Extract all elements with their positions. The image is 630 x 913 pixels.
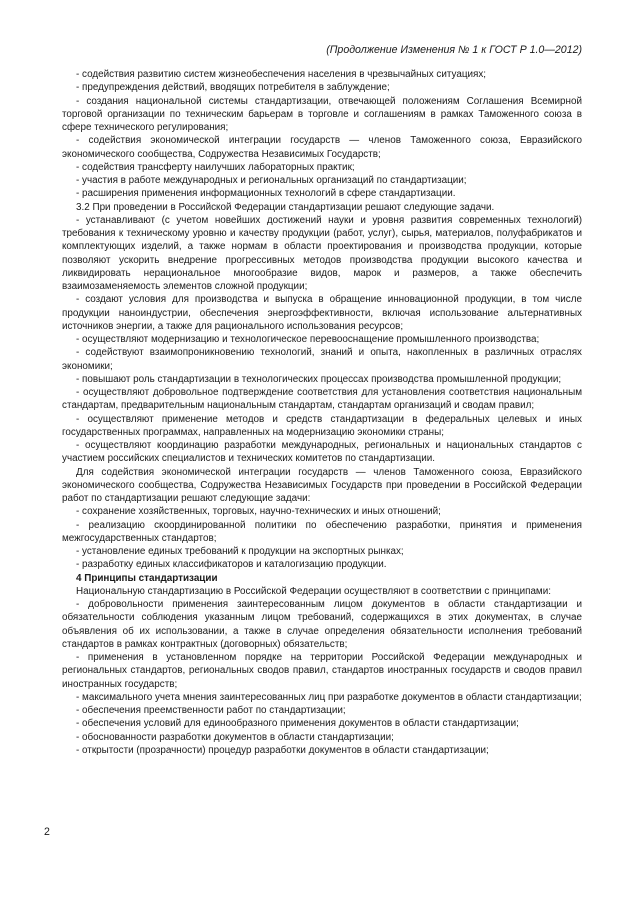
paragraph: - обеспечения условий для единообразного применения документов в области стандартизации; xyxy=(76,718,519,730)
paragraph: - создают условия для производства и выпуска в обращение инновационной продукции, в том числе продукции наноиндустрии, обеспечения энергоэффективности, включая использование альтернативных источников энергии, а также для рационального использования ресурсов; xyxy=(62,294,582,332)
paragraph: - максимального учета мнения заинтересованных лиц при разработке документов в области стандартизации; xyxy=(76,691,582,703)
paragraph: - разработку единых классификаторов и каталогизацию продукции. xyxy=(76,559,387,571)
paragraph: - осуществляют применение методов и средств стандартизации в федеральных целевых и иных государственных программах, направленных на модернизацию экономики страны; xyxy=(62,413,582,438)
paragraph: - содействуют взаимопроникновению технологий, знаний и опыта, накопленных в различных отраслях экономики; xyxy=(62,347,582,372)
paragraph: - создания национальной системы стандартизации, отвечающей положениям Соглашения Всемирной торговой организации по техническим барьерам в торговле и соглашениям в рамках Таможенного союза в сфере технического регулирования; xyxy=(62,95,582,133)
paragraph: - реализацию скоординированной политики по обеспечению разработки, принятия и применения межгосударственных стандартов; xyxy=(62,519,582,544)
paragraph: - устанавливают (с учетом новейших достижений науки и уровня развития современных технологий) требования к техническому уровню и качеству продукции (работ, услуг), сырья, материалов, полуфабрикатов и комплектующих изделий, а также нормам в области проектирования и производства продукции, которые позволяют ускорить внедрение прогрессивных методов производства продукции высокого качества и ликвидировать нерациональное многообразие видов, марок и размеров, а также обеспечить взаимозаменяемость элементов сложной продукции; xyxy=(62,214,582,292)
paragraph: - осуществляют модернизацию и технологическое перевооснащение промышленного производства; xyxy=(76,334,540,345)
paragraph: - осуществляют координацию разработки международных, региональных и национальных стандартов с участием российских специалистов и технических комитетов по стандартизации. xyxy=(62,440,582,465)
paragraph: - установление единых требований к продукции на экспортных рынках; xyxy=(76,546,404,557)
paragraph: - осуществляют добровольное подтверждение соответствия для установления соответствия национальным стандартам, предварительным национальным стандартам, стандартам организаций и сводам правил; xyxy=(62,387,582,412)
paragraph: - обоснованности разработки документов в области стандартизации; xyxy=(76,731,394,743)
page-header: (Продолжение Изменения № 1 к ГОСТ Р 1.0—2012) xyxy=(326,44,582,56)
paragraph: - сохранение хозяйственных, торговых, научно-технических и иных отношений; xyxy=(76,506,441,518)
paragraph: - обеспечения преемственности работ по стандартизации; xyxy=(76,705,346,716)
paragraph: - предупреждения действий, вводящих потребителя в заблуждение; xyxy=(76,82,390,94)
paragraph: Национальную стандартизацию в Российской Федерации осуществляют в соответствии с принципами: xyxy=(76,585,551,597)
paragraph: Для содействия экономической интеграции государств — членов Таможенного союза, Евразийского экономического сообщества, Содружества Независимых Государств при проведении в Российской Федерации работ по стандартизации решают следующие задачи: xyxy=(62,466,582,504)
paragraph: - содействия развитию систем жизнеобеспечения населения в чрезвычайных ситуациях; xyxy=(76,69,487,80)
paragraph: - применения в установленном порядке на территории Российской Федерации международных и региональных стандартов, региональных сводов правил, стандартов иностранных государств и сводов правил иностранных государств; xyxy=(62,652,582,690)
page-number: 2 xyxy=(44,826,50,838)
page-content xyxy=(62,68,582,757)
paragraph: - содействия трансферту наилучших лабораторных практик; xyxy=(76,161,355,173)
paragraph: - добровольности применения заинтересованным лицом документов в области стандартизации и обязательности соблюдения указанным лицом требований, содержащихся в этих документах, в случае объявления об их использовании, а также в случае определения обязательности исполнения требований стандартов в рамках контрактных (договорных) обязательств; xyxy=(62,599,582,650)
paragraph: - повышают роль стандартизации в технологических процессах производства промышленной продукции; xyxy=(76,373,562,385)
paragraph: - открытости (прозрачности) процедур разработки документов в области стандартизации; xyxy=(76,744,489,756)
section-heading: 4 Принципы стандартизации xyxy=(76,572,218,584)
paragraph: - содействия экономической интеграции государств — членов Таможенного союза, Евразийского экономического сообщества, Содружества Независимых Государств; xyxy=(62,135,582,160)
paragraph: - участия в работе международных и региональных организаций по стандартизации; xyxy=(76,175,467,186)
paragraph: 3.2 При проведении в Российской Федерации стандартизации решают следующие задачи. xyxy=(76,201,495,213)
paragraph: - расширения применения информационных технологий в сфере стандартизации. xyxy=(76,188,456,200)
